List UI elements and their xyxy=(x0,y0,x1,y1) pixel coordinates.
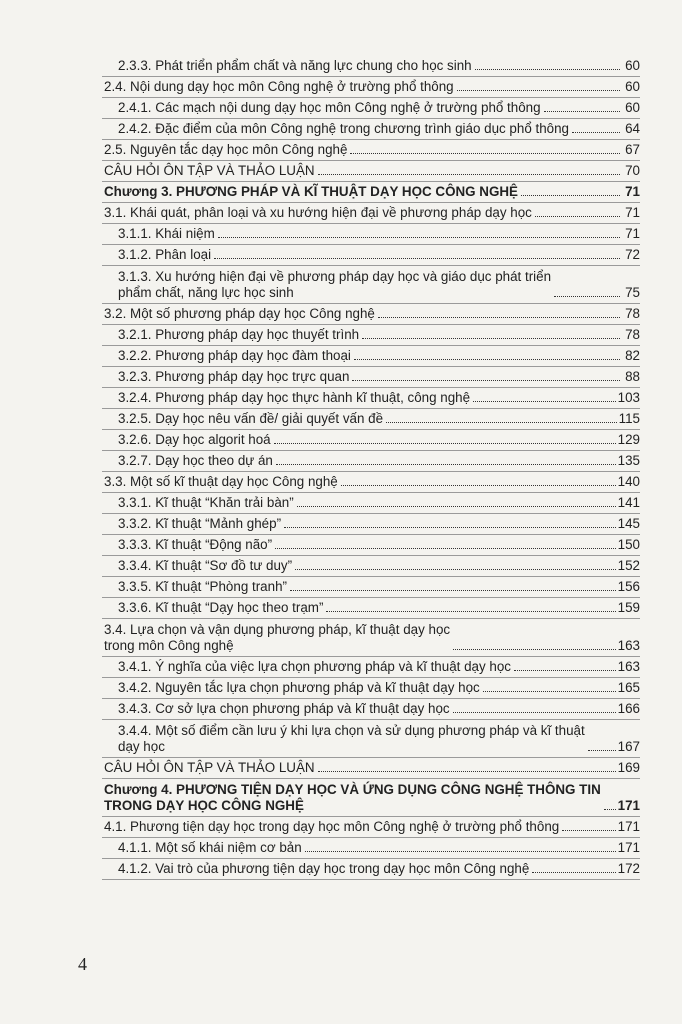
toc-entry-page: 71 xyxy=(625,205,640,220)
toc-entry-title: 2.4.2. Đặc điểm của môn Công nghệ trong chương trình giáo dục phổ thông xyxy=(118,121,569,136)
toc-entry-page: 171 xyxy=(617,798,640,813)
toc-entry xyxy=(102,817,640,838)
toc-leader-dots xyxy=(276,464,616,465)
toc-entry-title: 3.3.6. Kĩ thuật “Dạy học theo trạm” xyxy=(118,600,324,615)
toc-entry xyxy=(102,556,640,577)
toc-entry-title: 3.2.3. Phương pháp dạy học trực quan xyxy=(118,369,350,384)
toc-entry-page: 166 xyxy=(617,701,640,716)
toc-entry xyxy=(102,161,640,182)
toc-leader-dots xyxy=(604,809,616,810)
toc-leader-dots xyxy=(475,69,620,70)
toc-leader-dots xyxy=(305,851,616,852)
toc-leader-dots xyxy=(473,401,616,402)
toc-entry-page: 152 xyxy=(617,558,640,573)
toc-leader-dots xyxy=(544,111,620,112)
toc-leader-dots xyxy=(284,527,616,528)
toc-leader-dots xyxy=(290,590,616,591)
toc-entry-page: 163 xyxy=(617,638,640,653)
toc-leader-dots xyxy=(275,548,616,549)
toc-entry-page: 171 xyxy=(617,840,640,855)
toc-entry-title: 3.3.2. Kĩ thuật “Mảnh ghép” xyxy=(118,516,282,531)
toc-entry-title: 3.4. Lựa chọn và vận dụng phương pháp, kĩ thuật dạy học trong môn Công nghệ xyxy=(104,622,451,653)
toc-entry-title: 3.3.3. Kĩ thuật “Động não” xyxy=(118,537,273,552)
toc-entry-title: 3.4.2. Nguyên tắc lựa chọn phương pháp và kĩ thuật dạy học xyxy=(118,680,480,695)
toc-entry xyxy=(102,367,640,388)
toc-leader-dots xyxy=(318,771,616,772)
toc-entry-title: 3.3.4. Kĩ thuật “Sơ đồ tư duy” xyxy=(118,558,293,573)
toc-entry-title: 3.1. Khái quát, phân loại và xu hướng hiện đại về phương pháp dạy học xyxy=(104,205,532,220)
toc-leader-dots xyxy=(535,216,620,217)
toc-entry xyxy=(102,224,640,245)
toc-entry xyxy=(102,619,640,657)
toc-entry-title: 3.2.2. Phương pháp dạy học đàm thoại xyxy=(118,348,351,363)
toc-chapter-entry xyxy=(102,779,640,817)
toc-leader-dots xyxy=(457,90,620,91)
toc-entry xyxy=(102,859,640,880)
toc-entry xyxy=(102,472,640,493)
toc-entry xyxy=(102,77,640,98)
toc-entry-page: 71 xyxy=(625,226,640,241)
toc-leader-dots xyxy=(214,258,620,259)
toc-entry-title: 4.1.1. Một số khái niệm cơ bản xyxy=(118,840,302,855)
toc-leader-dots xyxy=(318,174,620,175)
toc-entry xyxy=(102,720,640,758)
toc-leader-dots xyxy=(514,670,616,671)
toc-leader-dots xyxy=(572,132,620,133)
toc-entry-page: 163 xyxy=(617,659,640,674)
toc-entry-title: 2.4.1. Các mạch nội dung dạy học môn Công nghệ ở trường phổ thông xyxy=(118,100,541,115)
toc-entry-page: 88 xyxy=(625,369,640,384)
toc-entry-page: 129 xyxy=(617,432,640,447)
toc-leader-dots xyxy=(554,296,620,297)
toc-leader-dots xyxy=(274,443,616,444)
toc-entry-page: 78 xyxy=(625,306,640,321)
toc-leader-dots xyxy=(362,338,620,339)
toc-entry xyxy=(102,140,640,161)
toc-entry-page: 172 xyxy=(617,861,640,876)
toc-entry-title: 4.1. Phương tiện dạy học trong dạy học môn Công nghệ ở trường phổ thông xyxy=(104,819,560,834)
toc-entry-page: 71 xyxy=(625,184,640,199)
toc-entry-page: 78 xyxy=(625,327,640,342)
toc-entry-page: 135 xyxy=(617,453,640,468)
toc-entry xyxy=(102,657,640,678)
toc-leader-dots xyxy=(326,611,615,612)
toc-entry-title: 3.2.6. Dạy học algorit hoá xyxy=(118,432,271,447)
toc-entry-page: 169 xyxy=(617,760,640,775)
toc-entry xyxy=(102,266,640,304)
toc-entry-page: 67 xyxy=(625,142,640,157)
toc-leader-dots xyxy=(588,750,616,751)
toc-entry-page: 70 xyxy=(625,163,640,178)
toc-entry-page: 141 xyxy=(617,495,640,510)
page-number: 4 xyxy=(78,954,87,974)
toc-entry-title: CÂU HỎI ÔN TẬP VÀ THẢO LUẬN xyxy=(104,163,315,178)
toc-entry xyxy=(102,245,640,266)
toc-entry xyxy=(102,514,640,535)
toc-entry-page: 60 xyxy=(625,58,640,73)
toc-entry-title: Chương 3. PHƯƠNG PHÁP VÀ KĨ THUẬT DẠY HỌC CÔNG NGHỆ xyxy=(104,184,518,199)
toc-entry-title: 3.2.4. Phương pháp dạy học thực hành kĩ thuật, công nghệ xyxy=(118,390,471,405)
toc-leader-dots xyxy=(341,485,616,486)
toc-entry xyxy=(102,304,640,325)
toc-entry xyxy=(102,577,640,598)
toc-entry-page: 64 xyxy=(625,121,640,136)
toc-entry xyxy=(102,325,640,346)
toc-entry xyxy=(102,98,640,119)
toc-entry-page: 115 xyxy=(618,411,640,426)
toc-entry-title: 3.1.2. Phân loại xyxy=(118,247,212,262)
toc-entry-title: Chương 4. PHƯƠNG TIỆN DẠY HỌC VÀ ỨNG DỤNG CÔNG NGHỆ THÔNG TIN TRONG DẠY HỌC CÔNG NGHỆ xyxy=(104,782,601,813)
toc-entry xyxy=(102,838,640,859)
toc-entry xyxy=(102,598,640,619)
toc-entry-page: 140 xyxy=(617,474,640,489)
toc-entry-page: 60 xyxy=(625,100,640,115)
toc-entry-title: 3.2.1. Phương pháp dạy học thuyết trình xyxy=(118,327,360,342)
toc-entry-page: 75 xyxy=(625,285,640,300)
toc-entry-page: 103 xyxy=(617,390,640,405)
toc-entry-page: 145 xyxy=(617,516,640,531)
toc-entry xyxy=(102,56,640,77)
toc-entry-page: 150 xyxy=(617,537,640,552)
toc-entry-page: 167 xyxy=(617,739,640,754)
toc-leader-dots xyxy=(295,569,616,570)
toc-entry xyxy=(102,451,640,472)
toc-leader-dots xyxy=(562,830,615,831)
toc-entry-title: 3.1.3. Xu hướng hiện đại về phương pháp dạy học và giáo dục phát triển phẩm chất, năng lực học sinh xyxy=(118,269,552,300)
toc-leader-dots xyxy=(483,691,616,692)
toc-entry xyxy=(102,203,640,224)
toc-leader-dots xyxy=(521,195,620,196)
toc-leader-dots xyxy=(352,380,620,381)
toc-entry-page: 165 xyxy=(617,680,640,695)
toc-entry-page: 72 xyxy=(625,247,640,262)
toc-entry xyxy=(102,699,640,720)
toc-entry xyxy=(102,535,640,556)
toc-entry-title: 4.1.2. Vai trò của phương tiện dạy học trong dạy học môn Công nghệ xyxy=(118,861,530,876)
toc-entry xyxy=(102,388,640,409)
toc-entry xyxy=(102,493,640,514)
toc-leader-dots xyxy=(453,649,616,650)
toc-entry-title: 3.2. Một số phương pháp dạy học Công nghệ xyxy=(104,306,375,321)
toc-entry xyxy=(102,758,640,779)
toc-leader-dots xyxy=(532,872,615,873)
toc-leader-dots xyxy=(386,422,617,423)
toc-entry-title: 3.3. Một số kĩ thuật dạy học Công nghệ xyxy=(104,474,338,489)
toc-entry xyxy=(102,119,640,140)
toc-entry-page: 171 xyxy=(617,819,640,834)
toc-leader-dots xyxy=(297,506,616,507)
toc-leader-dots xyxy=(378,317,620,318)
toc-entry-title: 3.4.1. Ý nghĩa của việc lựa chọn phương pháp và kĩ thuật dạy học xyxy=(118,659,511,674)
toc-entry-title: 3.2.7. Dạy học theo dự án xyxy=(118,453,273,468)
toc-entry-title: 3.4.4. Một số điểm cần lưu ý khi lựa chọn và sử dụng phương pháp và kĩ thuật dạy học xyxy=(118,723,585,754)
toc-entry xyxy=(102,430,640,451)
toc-entry-page: 60 xyxy=(625,79,640,94)
toc-leader-dots xyxy=(354,359,620,360)
toc-entry-page: 159 xyxy=(617,600,640,615)
toc-leader-dots xyxy=(453,712,616,713)
toc-entry-title: 2.4. Nội dung dạy học môn Công nghệ ở trường phổ thông xyxy=(104,79,454,94)
toc-entry xyxy=(102,409,640,430)
toc-entry-title: 3.3.5. Kĩ thuật “Phòng tranh” xyxy=(118,579,287,594)
toc-entry xyxy=(102,346,640,367)
toc-entry-title: 3.2.5. Dạy học nêu vấn đề/ giải quyết vấn đề xyxy=(118,411,384,426)
toc-leader-dots xyxy=(350,153,620,154)
toc-entry-title: 2.3.3. Phát triển phẩm chất và năng lực chung cho học sinh xyxy=(118,58,472,73)
table-of-contents xyxy=(102,56,640,880)
toc-entry xyxy=(102,678,640,699)
toc-entry-title: 3.1.1. Khái niệm xyxy=(118,226,215,241)
toc-entry-page: 156 xyxy=(617,579,640,594)
toc-entry-page: 82 xyxy=(625,348,640,363)
toc-entry-title: 3.3.1. Kĩ thuật “Khăn trải bàn” xyxy=(118,495,294,510)
toc-leader-dots xyxy=(218,237,620,238)
toc-entry-title: 2.5. Nguyên tắc dạy học môn Công nghệ xyxy=(104,142,348,157)
toc-chapter-entry xyxy=(102,182,640,203)
toc-entry-title: CÂU HỎI ÔN TẬP VÀ THẢO LUẬN xyxy=(104,760,315,775)
toc-entry-title: 3.4.3. Cơ sở lựa chọn phương pháp và kĩ thuật dạy học xyxy=(118,701,450,716)
